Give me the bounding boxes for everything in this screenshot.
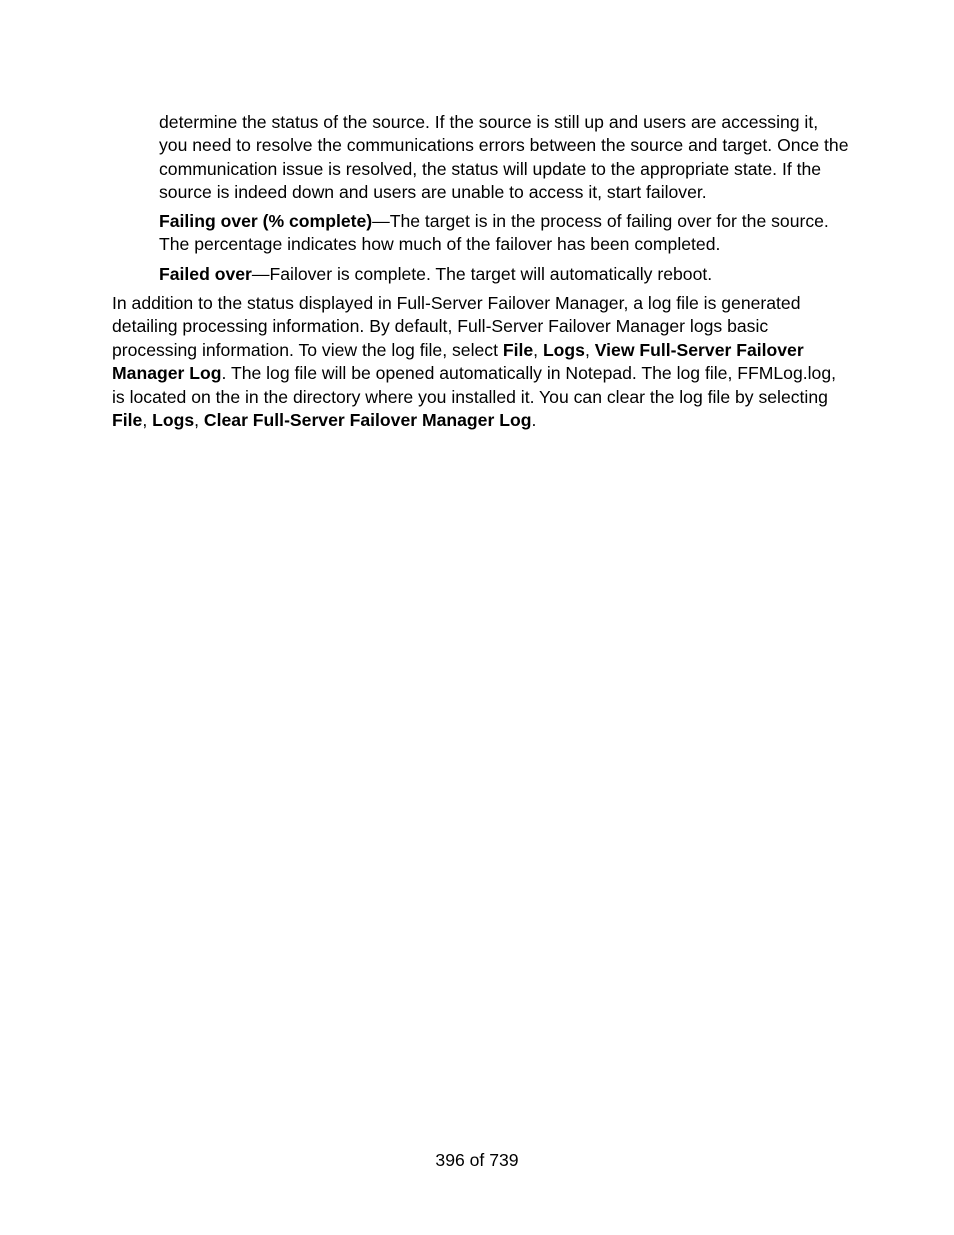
menu-file: File [112,410,143,431]
menu-logs: Logs [542,339,585,360]
menu-separator: , [142,410,153,431]
menu-logs: Logs [152,410,195,431]
continuation-paragraph: determine the status of the source. If the source is still up and users are accessing it, you need to resolve the communications errors between the source and target. Once the communication issue is resolved, the status will update to the appropriate state. If the source is indeed down and users are unable to access it, start failover. [159,112,849,203]
menu-file: File [502,339,534,360]
log-file-paragraph [112,292,842,432]
menu-separator: , [584,339,595,360]
status-failing-over [159,210,849,257]
status-failed-over [159,263,849,286]
log-text-end: . [531,410,537,431]
log-text-intro: In addition to the status displayed in Full-Server Failover Manager, a log file is generated detailing processing information. By default, Full-Server Failover Manager logs basic processing information. To view the log file, select [112,293,801,360]
status-description-failing-over: —The target is in the process of failing over for the source. The percentage indicates how much of the failover has been completed. [159,211,829,255]
menu-separator: , [194,410,204,431]
page-number: 396 of 739 [435,1150,519,1170]
status-term-failed-over: Failed over [159,264,252,284]
log-text-middle: . The log file will be opened automatically in Notepad. The log file, FFMLog.log, is located on the in the directory where you installed it. You can clear the log file by selecting [112,363,836,407]
menu-clear-log: Clear Full-Server Failover Manager Log [203,410,532,431]
status-description-failed-over: —Failover is complete. The target will automatically reboot. [251,264,713,284]
menu-view-log: View Full-Server Failover Manager Log [112,339,804,384]
status-term-failing-over: Failing over (% complete) [159,211,373,231]
menu-separator: , [533,339,543,360]
